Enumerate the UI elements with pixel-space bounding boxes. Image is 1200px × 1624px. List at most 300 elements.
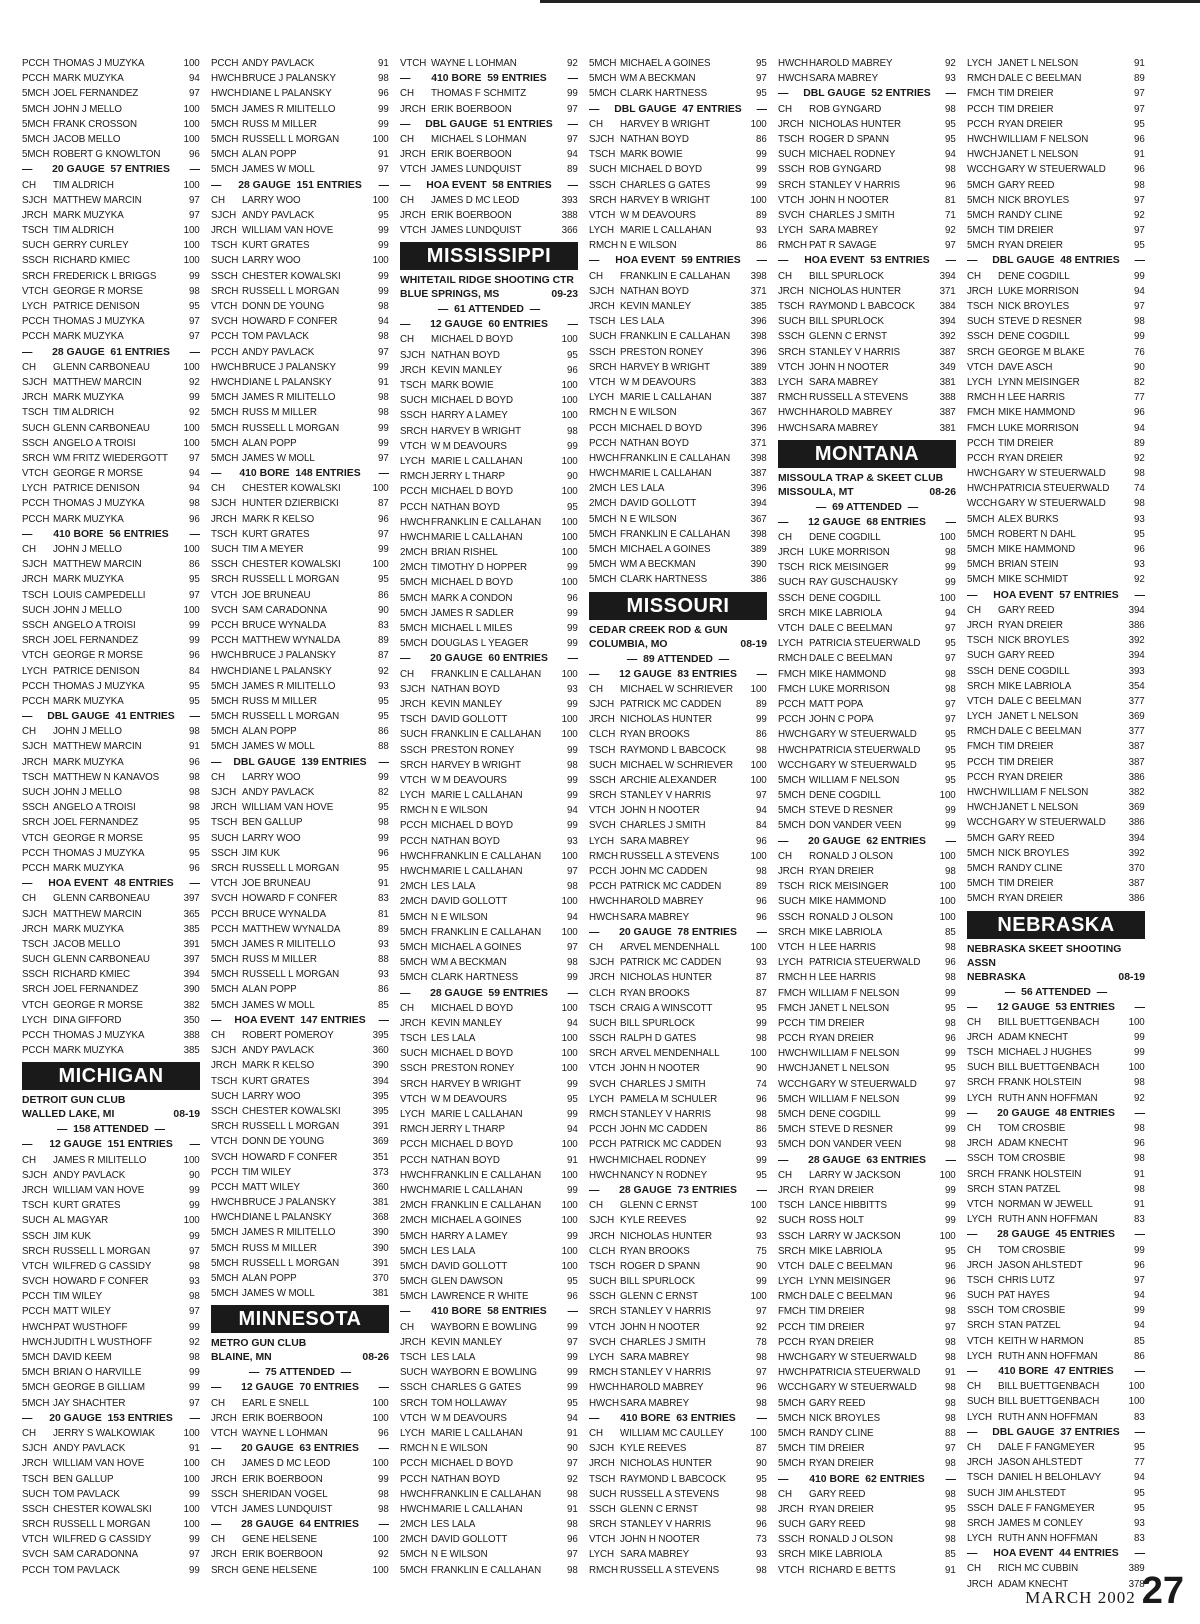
class-code: JRCH: [22, 923, 48, 935]
score: 385: [750, 301, 767, 312]
class-code: SUCH: [589, 164, 617, 176]
shooter-name: MICHAEL D BOYD: [431, 486, 513, 498]
shooter-name: LARRY WOO: [242, 771, 301, 783]
shooter-name: GARY REED: [809, 1488, 866, 1500]
class-code: 5MCH: [211, 726, 239, 738]
result-row: [778, 621, 956, 636]
result-row: [778, 560, 956, 575]
result-row: [589, 481, 767, 496]
score: 98: [1133, 498, 1145, 510]
result-row: [22, 117, 200, 132]
shooter-name: BILL BUETTGENBACH: [998, 1396, 1100, 1408]
shooter-name: RUSS M MILLER: [242, 118, 317, 130]
score: 83: [377, 893, 389, 905]
class-code: TSCH: [211, 240, 238, 252]
event-name: HOA EVENT: [48, 878, 109, 890]
event-name: 410 BORE: [431, 1306, 482, 1318]
score: 387: [939, 407, 956, 419]
event-name: 12 GAUGE: [49, 1139, 102, 1151]
shooter-name: GARY REED: [998, 650, 1055, 662]
class-code: SUCH: [778, 1215, 806, 1227]
shooter-name: RICHARD KMIEC: [53, 255, 130, 267]
score: 82: [1133, 376, 1145, 388]
event-header: — — 20 GAUGE 48 ENTRIES: [967, 1107, 1145, 1119]
shooter-name: WAYNE L LOHMAN: [431, 58, 517, 69]
class-code: PCCH: [211, 331, 239, 343]
score: 94: [566, 1412, 578, 1424]
class-code: LYCH: [400, 1427, 425, 1439]
class-code: SRCH: [400, 425, 428, 437]
result-row: [589, 864, 767, 879]
score: 91: [1133, 1168, 1145, 1180]
shooter-name: RYAN DREIER: [998, 893, 1063, 905]
result-row: [400, 849, 578, 864]
class-code: 5MCH: [967, 559, 995, 571]
shooter-name: TIM DREIER: [998, 741, 1054, 753]
score: 95: [188, 301, 200, 312]
event-entries: 70 ENTRIES: [299, 1382, 359, 1394]
score: 98: [1133, 1077, 1145, 1089]
shooter-name: MICHAEL RODNEY: [809, 149, 896, 161]
class-code: HWCH: [778, 1352, 809, 1363]
class-code: SSCH: [589, 1033, 616, 1045]
shooter-name: JANET L NELSON: [998, 711, 1079, 723]
score: 93: [377, 938, 389, 950]
score: 93: [944, 73, 956, 85]
class-code: PCCH: [400, 1139, 428, 1151]
shooter-name: ARVEL MENDENHALL: [620, 941, 720, 953]
score: 98: [755, 1397, 767, 1409]
score: 97: [1133, 194, 1145, 206]
result-row: [400, 773, 578, 788]
class-code: HWCH: [778, 1063, 809, 1075]
result-row: [589, 879, 767, 894]
score: 89: [377, 923, 389, 935]
class-code: LYCH: [967, 1092, 992, 1104]
result-row: [589, 697, 767, 712]
shooter-name: JOHN H NOOTER: [620, 1063, 700, 1075]
result-row: [211, 1195, 389, 1210]
shooter-name: RUSS M MILLER: [242, 407, 317, 419]
shooter-name: HAROLD MABREY: [620, 896, 704, 908]
shooter-name: TIM ALDRICH: [53, 225, 114, 237]
result-row: [778, 1016, 956, 1031]
class-code: SRCH: [22, 452, 50, 464]
result-row: [211, 846, 389, 861]
class-code: 5MCH: [967, 847, 995, 859]
score: 98: [377, 817, 389, 829]
score: 100: [372, 1534, 389, 1546]
shooter-name: RUSSELL L MORGAN: [242, 862, 340, 874]
class-code: SSCH: [211, 1105, 238, 1117]
event-entries: 51 ENTRIES: [493, 118, 553, 130]
shooter-name: DAVID GOLLOTT: [431, 1534, 508, 1546]
result-row: [211, 405, 389, 420]
score: 394: [1128, 832, 1145, 844]
shooter-name: PRESTON RONEY: [620, 346, 704, 358]
shooter-name: MICHAEL D BOYD: [431, 577, 513, 589]
result-row: [22, 846, 200, 861]
score: 99: [566, 774, 578, 786]
result-row: [778, 1335, 956, 1350]
class-code: 2MCH: [400, 1519, 428, 1531]
shooter-name: TIM DREIER: [998, 878, 1054, 890]
shooter-name: NICK BROYLES: [998, 301, 1070, 312]
class-code: PCCH: [400, 501, 428, 513]
shooter-name: ERIK BOERBOON: [431, 209, 512, 221]
score: 398: [750, 452, 767, 464]
result-row: [22, 1563, 200, 1578]
shooter-name: HOWARD F CONFER: [242, 316, 338, 328]
score: 83: [1133, 1214, 1145, 1226]
result-row: [400, 955, 578, 970]
class-code: SSCH: [211, 847, 238, 859]
result-row: [778, 879, 956, 894]
result-row: [778, 530, 956, 545]
shooter-name: HARVEY B WRIGHT: [620, 194, 710, 206]
score: 90: [566, 471, 578, 483]
score: 95: [944, 759, 956, 771]
class-code: PCCH: [589, 1139, 617, 1151]
class-code: SRCH: [211, 1564, 239, 1576]
result-row: [400, 1244, 578, 1259]
class-code: SJCH: [22, 376, 48, 388]
score: 95: [377, 711, 389, 723]
shooter-name: JAMES W MOLL: [242, 999, 315, 1011]
score: 98: [755, 1488, 767, 1500]
score: 100: [561, 1245, 578, 1257]
score: 94: [566, 911, 578, 923]
result-row: [400, 940, 578, 955]
result-row: [967, 679, 1145, 694]
score: 370: [1128, 862, 1145, 874]
shooter-name: NATHAN BOYD: [620, 285, 689, 297]
shooter-name: ANDY PAVLACK: [242, 787, 315, 798]
class-code: 5MCH: [211, 954, 239, 966]
shooter-name: LARRY WOO: [242, 832, 301, 844]
result-row: [211, 1286, 389, 1301]
result-row: [778, 1289, 956, 1304]
class-code: JRCH: [967, 1457, 993, 1469]
class-code: SSCH: [778, 1230, 805, 1242]
class-code: SSCH: [400, 744, 427, 756]
result-row: [211, 724, 389, 739]
result-row: [589, 147, 767, 162]
result-row: [967, 269, 1145, 284]
class-code: VTCH: [211, 878, 238, 890]
club-info: [778, 472, 956, 486]
score: 81: [944, 194, 956, 206]
shooter-name: KEITH W HARMON: [998, 1335, 1084, 1347]
shooter-name: JAMES R MILITELLO: [242, 1227, 336, 1239]
result-row: [22, 1013, 200, 1028]
score: 100: [372, 255, 389, 267]
result-row: [22, 1198, 200, 1213]
shooter-name: H LEE HARRIS: [809, 941, 876, 953]
event-header: — — 28 GAUGE 63 ENTRIES: [778, 1154, 956, 1166]
class-code: 5MCH: [778, 1443, 806, 1455]
score: 93: [1133, 559, 1145, 571]
result-row: [22, 1335, 200, 1350]
result-row: [400, 393, 578, 408]
shooter-name: LES LALA: [431, 1352, 476, 1363]
class-code: SJCH: [589, 957, 615, 969]
shooter-name: RYAN DREIER: [809, 866, 874, 877]
result-row: [589, 712, 767, 727]
event-name: 28 GAUGE: [997, 1229, 1050, 1241]
class-code: 5MCH: [211, 969, 239, 981]
result-row: [211, 375, 389, 390]
shooter-name: TIM ALDRICH: [53, 407, 114, 419]
result-row: [22, 967, 200, 982]
score: 99: [377, 771, 389, 783]
class-code: 5MCH: [778, 1412, 806, 1424]
score: 98: [377, 1488, 389, 1500]
result-row: [211, 1456, 389, 1471]
shooter-name: JAMES R MILITELLO: [242, 103, 336, 115]
shooter-name: JOHN J MELLO: [53, 103, 122, 115]
result-row: [967, 1121, 1145, 1136]
result-row: [589, 1502, 767, 1517]
result-row: [211, 967, 389, 982]
shooter-name: MIKE HAMMOND: [998, 544, 1076, 555]
shooter-name: MARK MUZYKA: [53, 1045, 124, 1057]
shooter-name: DONN DE YOUNG: [242, 1136, 325, 1148]
shooter-name: RUSSELL L MORGAN: [242, 133, 340, 145]
score: 96: [1133, 1138, 1145, 1150]
shooter-name: RONALD J OLSON: [809, 911, 893, 923]
shooter-name: MICHAEL A GOINES: [431, 1215, 522, 1227]
shooter-name: N E WILSON: [431, 805, 488, 817]
score: 97: [566, 103, 578, 115]
event-name: 12 GAUGE: [430, 319, 483, 331]
shooter-name: JERRY L THARP: [431, 471, 505, 483]
shooter-name: JAMES R SADLER: [431, 607, 514, 619]
result-row: [400, 1456, 578, 1471]
shooter-name: MICHAEL D BOYD: [431, 820, 513, 832]
class-code: SRCH: [589, 1306, 617, 1318]
class-code: CH: [211, 1458, 225, 1470]
class-code: LYCH: [778, 638, 803, 650]
score: 97: [944, 1443, 956, 1455]
class-code: VTCH: [400, 225, 427, 237]
club-text: NEBRASKA SKEET SHOOTING ASSN: [967, 943, 1122, 969]
result-row: [22, 1043, 200, 1058]
score: 91: [377, 58, 389, 69]
shooter-name: FRANKLIN E CALLAHAN: [620, 331, 731, 343]
result-row: [400, 1532, 578, 1547]
class-code: SJCH: [589, 1443, 615, 1455]
result-row: [589, 773, 767, 788]
score: 99: [944, 1200, 956, 1212]
score: 95: [944, 1002, 956, 1014]
event-header: — — 410 BORE 62 ENTRIES: [778, 1473, 956, 1485]
score: 100: [750, 118, 767, 130]
class-code: SRCH: [400, 1397, 428, 1409]
shooter-name: MIKE LABRIOLA: [809, 1549, 883, 1561]
result-row: [400, 636, 578, 651]
class-code: TSCH: [589, 744, 616, 756]
class-code: SVCH: [589, 1078, 616, 1090]
class-code: 5MCH: [22, 1352, 50, 1363]
result-row: [778, 56, 956, 71]
shooter-name: LANCE HIBBITTS: [809, 1200, 887, 1212]
shooter-name: GARY W STEUERWALD: [998, 164, 1106, 176]
class-code: LYCH: [589, 1549, 614, 1561]
score: 99: [566, 562, 578, 574]
shooter-name: NATHAN BOYD: [431, 683, 500, 695]
class-code: JRCH: [211, 225, 237, 237]
shooter-name: CRAIG A WINSCOTT: [620, 1002, 713, 1014]
score: 100: [372, 483, 389, 495]
result-row: [22, 1456, 200, 1471]
result-row: [778, 940, 956, 955]
result-row: [22, 1028, 200, 1043]
shooter-name: JAMES LUNDQUIST: [431, 164, 522, 176]
shooter-name: JOHN H NOOTER: [809, 194, 889, 206]
class-code: RMCH: [400, 1443, 429, 1455]
score: 89: [377, 635, 389, 647]
result-row: [22, 831, 200, 846]
shooter-name: MICHAEL A GOINES: [620, 544, 711, 555]
class-code: TSCH: [22, 1200, 49, 1212]
score: 95: [1133, 118, 1145, 130]
class-code: VTCH: [22, 285, 49, 297]
class-code: SUCH: [22, 954, 50, 966]
result-row: [967, 876, 1145, 891]
class-code: HWCH: [778, 1048, 809, 1060]
shooter-name: JAMES W MOLL: [242, 452, 315, 464]
class-code: JRCH: [967, 1031, 993, 1043]
class-code: SUCH: [778, 149, 806, 161]
score: 99: [944, 805, 956, 817]
score: 99: [566, 1109, 578, 1120]
result-row: [967, 466, 1145, 481]
shooter-name: RALPH D GATES: [620, 1033, 697, 1045]
result-row: [589, 1304, 767, 1319]
club-text: NEBRASKA: [967, 971, 1026, 983]
class-code: PCCH: [22, 498, 50, 510]
score: 94: [944, 149, 956, 161]
class-code: CH: [22, 893, 36, 905]
score: 90: [755, 1458, 767, 1470]
class-code: PCCH: [22, 1306, 50, 1318]
class-code: 5MCH: [967, 225, 995, 237]
result-row: [778, 1183, 956, 1198]
class-code: CH: [400, 1002, 414, 1014]
class-code: PCCH: [211, 923, 239, 935]
event-header: — — 20 GAUGE 57 ENTRIES: [22, 164, 200, 176]
score: 100: [1128, 1381, 1145, 1393]
score: 100: [939, 1230, 956, 1242]
result-row: [967, 891, 1145, 906]
class-code: SSCH: [22, 802, 49, 814]
result-row: [22, 1244, 200, 1259]
shooter-name: ANDY PAVLACK: [242, 58, 315, 69]
shooter-name: CHRIS LUTZ: [998, 1274, 1055, 1286]
result-row: [400, 1137, 578, 1152]
score: 95: [377, 695, 389, 707]
class-code: TSCH: [589, 149, 616, 161]
score: 91: [944, 1367, 956, 1379]
event-header: — — 20 GAUGE 153 ENTRIES: [22, 1412, 200, 1424]
score: 92: [188, 407, 200, 419]
score: 99: [566, 972, 578, 984]
result-row: [967, 1334, 1145, 1349]
score: 87: [755, 972, 767, 984]
score: 98: [944, 668, 956, 680]
class-code: JRCH: [778, 1184, 804, 1196]
class-code: 5MCH: [400, 577, 428, 589]
event-entries: 41 ENTRIES: [115, 711, 175, 723]
score: 91: [566, 1503, 578, 1515]
result-row: [400, 1563, 578, 1578]
shooter-name: AL MAGYAR: [53, 1215, 109, 1227]
score: 98: [944, 164, 956, 176]
result-row: [400, 1472, 578, 1487]
result-row: [211, 1150, 389, 1165]
score: 98: [566, 1519, 578, 1531]
result-row: [967, 1212, 1145, 1227]
result-row: [400, 1107, 578, 1122]
class-code: LYCH: [778, 1276, 803, 1288]
score: 96: [188, 149, 200, 161]
result-row: [589, 788, 767, 803]
score: 84: [755, 820, 767, 832]
result-row: [400, 1016, 578, 1031]
class-code: SRCH: [967, 680, 995, 692]
class-code: CH: [211, 483, 225, 495]
class-code: 5MCH: [400, 957, 428, 969]
result-row: [589, 1016, 767, 1031]
shooter-name: CHARLES J SMITH: [620, 820, 706, 832]
shooter-name: JANET L NELSON: [809, 1002, 890, 1014]
result-row: [211, 162, 389, 177]
score: 93: [755, 1549, 767, 1561]
result-row: [400, 1517, 578, 1532]
result-row: [22, 86, 200, 101]
score: 100: [750, 1291, 767, 1303]
class-code: CH: [778, 270, 792, 282]
shooter-name: JAMES R MILITELLO: [242, 938, 336, 950]
result-row: [22, 421, 200, 436]
shooter-name: RUTH ANN HOFFMAN: [998, 1350, 1098, 1362]
score: 92: [1133, 209, 1145, 221]
class-code: SJCH: [22, 741, 48, 753]
result-row: [22, 557, 200, 572]
class-code: SUCH: [22, 422, 50, 434]
club-text: WALLED LAKE, MI: [22, 1109, 115, 1121]
result-row: [967, 147, 1145, 162]
score: 397: [183, 893, 200, 905]
attendance-count: 61 ATTENDED: [454, 304, 524, 316]
score: 100: [1128, 1016, 1145, 1028]
result-row: [778, 284, 956, 299]
class-code: HWCH: [589, 452, 620, 464]
result-row: [778, 1244, 956, 1259]
class-code: VTCH: [778, 1564, 805, 1576]
event-entries: 63 ENTRIES: [866, 1154, 926, 1166]
event-name: DBL GAUGE: [425, 118, 488, 130]
shooter-name: BRUCE WYNALDA: [242, 908, 327, 920]
shooter-name: ANDY PAVLACK: [242, 346, 315, 358]
score: 391: [372, 1257, 389, 1269]
shooter-name: RYAN DREIER: [809, 1033, 874, 1045]
result-row: [22, 56, 200, 71]
result-row: [589, 178, 767, 193]
class-code: HWCH: [22, 1321, 53, 1333]
score: 360: [372, 1045, 389, 1057]
